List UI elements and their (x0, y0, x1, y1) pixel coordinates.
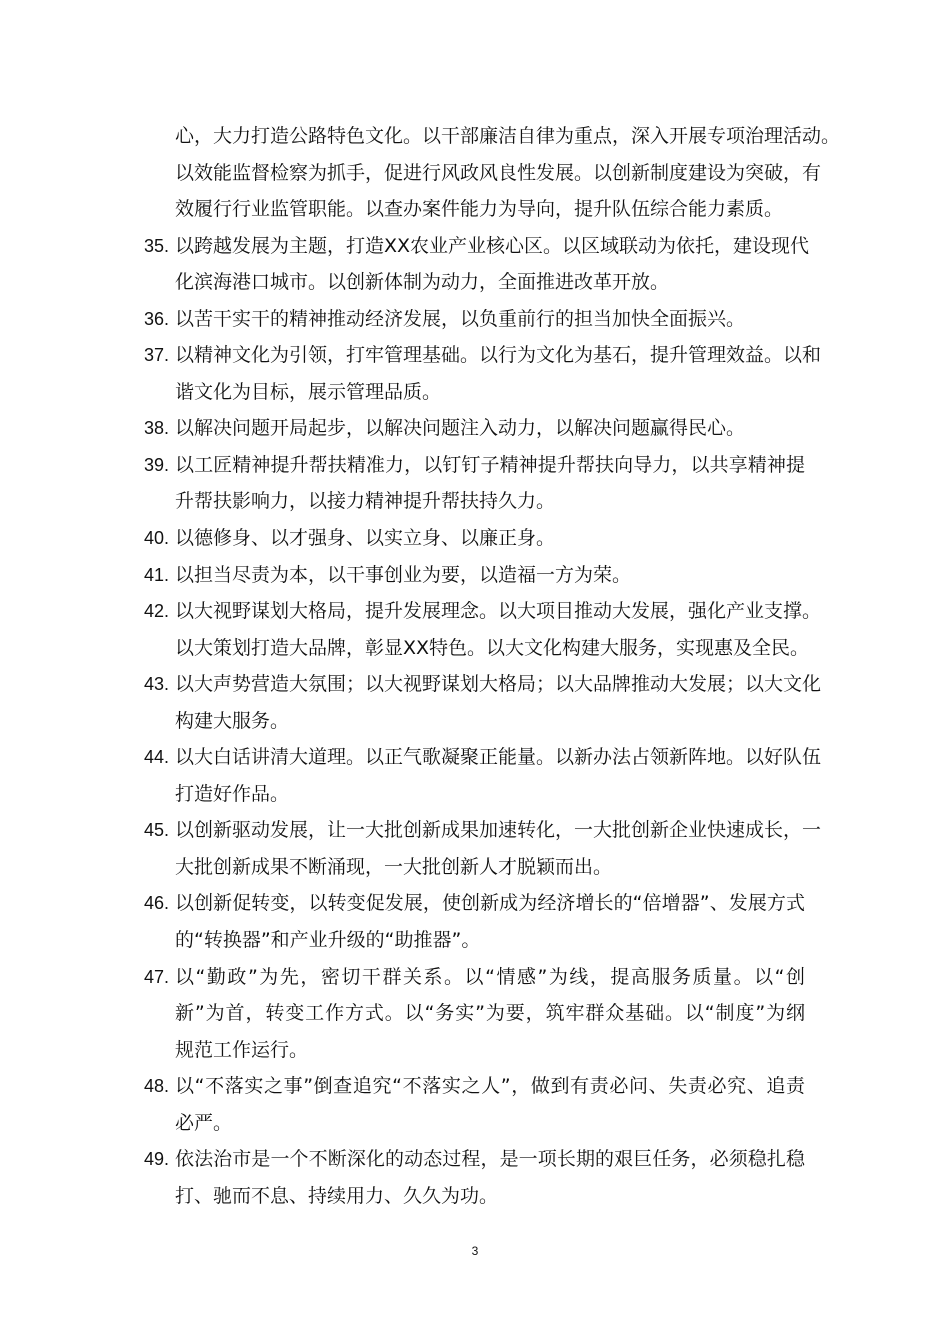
text-line (140, 630, 810, 667)
line-text: 以解决问题开局起步，以解决问题注入动力，以解决问题赢得民心。 (175, 417, 746, 440)
text-line (140, 520, 810, 557)
item-number: 47. (144, 966, 170, 987)
text-line (140, 264, 810, 301)
line-text: 以苦干实干的精神推动经济发展，以负重前行的担当加快全面振兴。 (175, 307, 746, 330)
text-line (140, 118, 841, 155)
document-body (140, 118, 841, 1214)
item-number: 43. (144, 674, 170, 695)
text-line (140, 337, 822, 374)
text-line (140, 1178, 810, 1215)
text-line (140, 885, 810, 922)
text-line (140, 593, 822, 630)
text-line (140, 228, 810, 265)
line-text: 化滨海港口城市。以创新体制为动力，全面推进改革开放。 (175, 271, 670, 294)
text-line (140, 666, 822, 703)
text-line (140, 374, 810, 411)
line-text: 心，大力打造公路特色文化。以干部廉洁自律为重点，深入开展专项治理活动。 (175, 125, 841, 147)
item-number: 39. (144, 454, 170, 475)
line-text: 打、驰而不息、持续用力、久久为功。 (175, 1184, 499, 1207)
text-line (140, 301, 810, 338)
text-line (140, 739, 822, 776)
line-text: 以“勤政”为先，密切干群关系。以“情感”为线，提高服务质量。以“创 (175, 965, 805, 988)
text-line (140, 959, 810, 996)
text-line (140, 483, 810, 520)
text-line (140, 447, 810, 484)
text-line (140, 812, 822, 849)
line-text: 以跨越发展为主题，打造XX农业产业核心区。以区域联动为依托，建设现代 (175, 234, 810, 257)
text-line (140, 191, 810, 228)
line-text: 效履行行业监管职能。以查办案件能力为导向，提升队伍综合能力素质。 (175, 198, 784, 221)
item-number: 40. (144, 528, 170, 549)
line-text: 以担当尽责为本，以干事创业为要，以造福一方为荣。 (175, 563, 632, 586)
line-text: 大批创新成果不断涌现，一大批创新人才脱颖而出。 (175, 855, 613, 878)
line-text: 以大白话讲清大道理。以正气歌凝聚正能量。以新办法占领新阵地。以好队伍 (175, 746, 822, 769)
item-number: 37. (144, 345, 170, 366)
line-text: 以工匠精神提升帮扶精准力，以钉钉子精神提升帮扶向导力，以共享精神提 (175, 453, 805, 476)
line-text: 以大声势营造大氛围；以大视野谋划大格局；以大品牌推动大发展；以大文化 (175, 673, 822, 696)
line-text: 以效能监督检察为抓手，促进行风政风良性发展。以创新制度建设为突破，有 (175, 161, 822, 184)
line-text: 的“转换器”和产业升级的“助推器”。 (175, 929, 481, 952)
text-line (140, 410, 810, 447)
line-text: 以大视野谋划大格局，提升发展理念。以大项目推动大发展，强化产业支撑。 (175, 600, 822, 623)
item-number: 35. (144, 235, 170, 256)
line-text: 依法治市是一个不断深化的动态过程，是一项长期的艰巨任务，必须稳扎稳 (175, 1148, 805, 1171)
item-number: 46. (144, 893, 170, 914)
line-text: 打造好作品。 (175, 782, 290, 805)
line-text: 以创新驱动发展，让一大批创新成果加速转化，一大批创新企业快速成长，一 (175, 819, 822, 842)
text-line (140, 703, 810, 740)
line-text: 新”为首，转变工作方式。以“务实”为要，筑牢群众基础。以“制度”为纲 (175, 1002, 805, 1025)
item-number: 36. (144, 308, 170, 329)
item-number: 38. (144, 418, 170, 439)
page-number: 3 (471, 1244, 479, 1258)
item-number: 42. (144, 601, 170, 622)
line-text: 以精神文化为引领，打牢管理基础。以行为文化为基石，提升管理效益。以和 (175, 344, 822, 367)
line-text: 谐文化为目标，展示管理品质。 (175, 380, 442, 403)
line-text: 以德修身、以才强身、以实立身、以廉正身。 (175, 527, 556, 550)
text-line (140, 922, 810, 959)
text-line (140, 155, 822, 192)
item-number: 44. (144, 747, 170, 768)
text-line (140, 557, 810, 594)
text-line (140, 849, 810, 886)
text-line (140, 995, 810, 1032)
text-line (140, 776, 810, 813)
text-line (140, 1105, 810, 1142)
line-text: 必严。 (175, 1111, 233, 1134)
item-number: 41. (144, 564, 170, 585)
line-text: 以创新促转变，以转变促发展，使创新成为经济增长的“倍增器”、发展方式 (175, 892, 805, 915)
text-line (140, 1068, 810, 1105)
text-line (140, 1032, 810, 1069)
item-number: 49. (144, 1149, 170, 1170)
line-text: 以“不落实之事”倒查追究“不落实之人”，做到有责必问、失责必究、追责 (175, 1075, 805, 1098)
item-number: 45. (144, 820, 170, 841)
item-number: 48. (144, 1076, 170, 1097)
line-text: 构建大服务。 (175, 709, 290, 732)
text-line (140, 1141, 810, 1178)
line-text: 规范工作运行。 (175, 1038, 309, 1061)
line-text: 升帮扶影响力，以接力精神提升帮扶持久力。 (175, 490, 556, 513)
line-text: 以大策划打造大品牌，彰显XX特色。以大文化构建大服务，实现惠及全民。 (175, 636, 810, 659)
